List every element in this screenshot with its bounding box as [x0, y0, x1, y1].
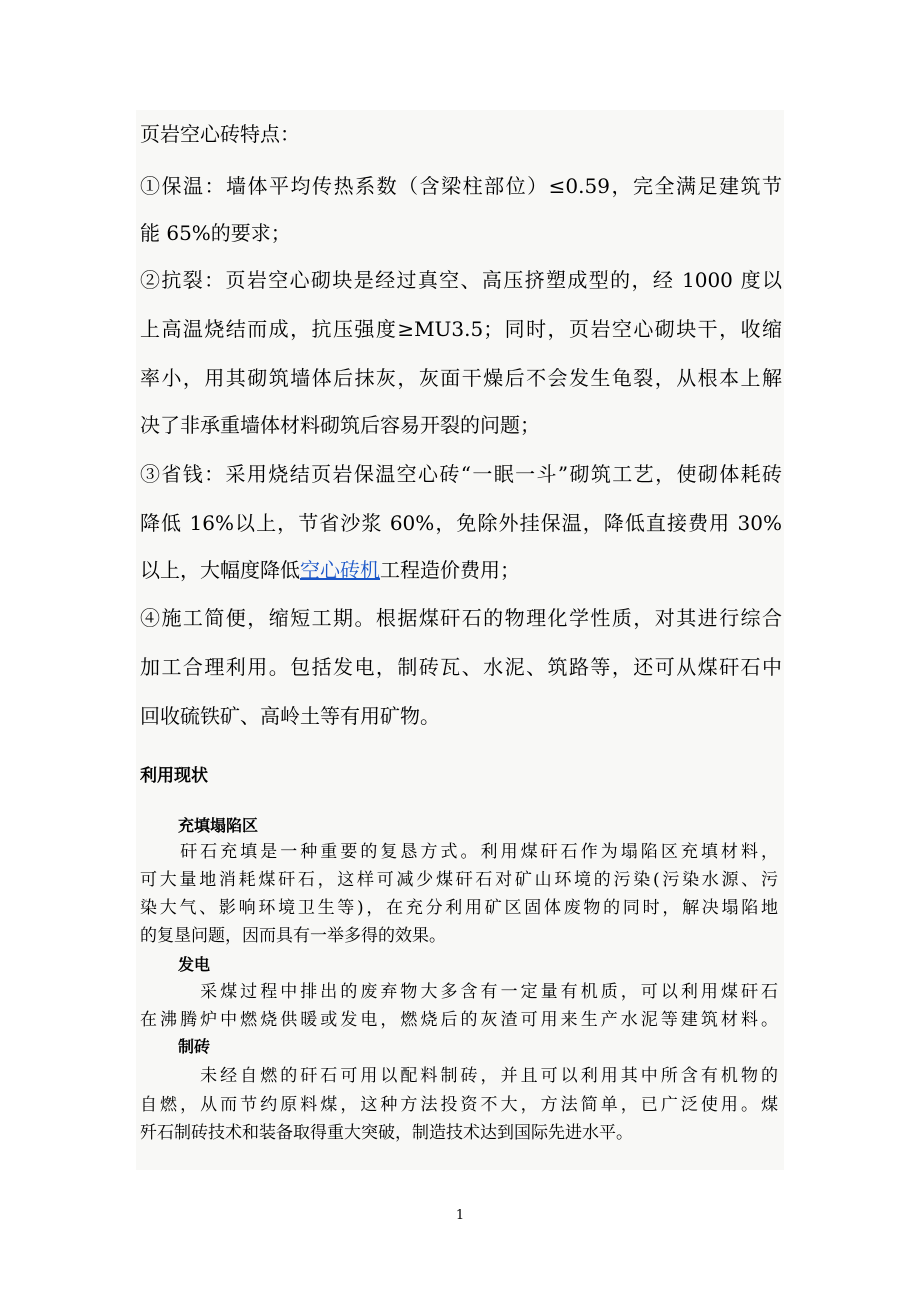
section-subsidence-line-3: 染大气、影响环境卫生等)，在充分利用矿区固体废物的同时，解决塌陷地	[140, 898, 778, 918]
feature-insulation-line-1: ①保温：墙体平均传热系数（含梁柱部位）≤0.59，完全满足建筑节	[140, 174, 782, 198]
section-power-line-1: 采煤过程中排出的废弃物大多含有一定量有机质，可以利用煤矸石	[140, 982, 778, 1002]
section-subsidence-line-1: 矸石充填是一种重要的复恳方式。利用煤矸石作为塌陷区充填材料，	[140, 842, 778, 862]
feature-construction-line-2: 加工合理利用。包括发电，制砖瓦、水泥、筑路等，还可从煤矸石中	[140, 655, 782, 679]
feature-insulation-line-2: 能 65%的要求；	[140, 221, 291, 245]
usage-heading: 利用现状	[140, 766, 208, 786]
hollow-brick-machine-link[interactable]: 空心砖机	[300, 558, 380, 582]
features-title: 页岩空心砖特点：	[140, 122, 300, 146]
section-brick-line-1: 未经自燃的矸石可用以配料制砖，并且可以利用其中所含有机物的	[140, 1066, 778, 1086]
section-brick-heading: 制砖	[178, 1037, 211, 1056]
section-subsidence-line-2: 可大量地消耗煤矸石，这样可减少煤矸石对矿山环境的污染(污染水源、污	[140, 870, 778, 890]
feature-saving-text-after: 工程造价费用；	[380, 558, 520, 582]
section-power-heading: 发电	[178, 955, 211, 974]
page-number: 1	[455, 1208, 465, 1223]
section-brick-line-3: 歼石制砖技术和装备取得重大突破，制造技术达到国际先进水平。	[140, 1123, 633, 1143]
section-power-line-2: 在沸腾炉中燃烧供暖或发电，燃烧后的灰渣可用来生产水泥等建筑材料。	[140, 1010, 778, 1030]
feature-saving-text-before: 以上，大幅度降低	[140, 558, 300, 582]
feature-construction-line-3: 回收硫铁矿、高岭土等有用矿物。	[140, 704, 440, 728]
feature-construction-line-1: ④施工简便，缩短工期。根据煤矸石的物理化学性质，对其进行综合	[140, 606, 782, 630]
feature-saving-line-3	[140, 558, 782, 582]
feature-crack-line-3: 率小，用其砌筑墙体后抹灰，灰面干燥后不会发生龟裂，从根本上解	[140, 366, 782, 390]
section-subsidence-heading: 充填塌陷区	[178, 816, 259, 835]
section-subsidence-line-4: 的复垦问题，因而具有一举多得的效果。	[140, 926, 446, 946]
feature-crack-line-2: 上高温烧结而成，抗压强度≥MU3.5；同时，页岩空心砌块干，收缩	[140, 317, 782, 341]
feature-saving-line-1: ③省钱：采用烧结页岩保温空心砖“一眠一斗”砌筑工艺，使砌体耗砖	[140, 462, 782, 486]
feature-saving-line-2: 降低 16%以上，节省沙浆 60%，免除外挂保温，降低直接费用 30%	[140, 511, 782, 535]
section-brick-line-2: 自燃，从而节约原料煤，这种方法投资不大，方法简单，已广泛使用。煤	[140, 1095, 778, 1115]
feature-crack-line-4: 决了非承重墙体材料砌筑后容易开裂的问题；	[140, 413, 540, 437]
feature-crack-line-1: ②抗裂：页岩空心砌块是经过真空、高压挤塑成型的，经 1000 度以	[140, 268, 782, 292]
